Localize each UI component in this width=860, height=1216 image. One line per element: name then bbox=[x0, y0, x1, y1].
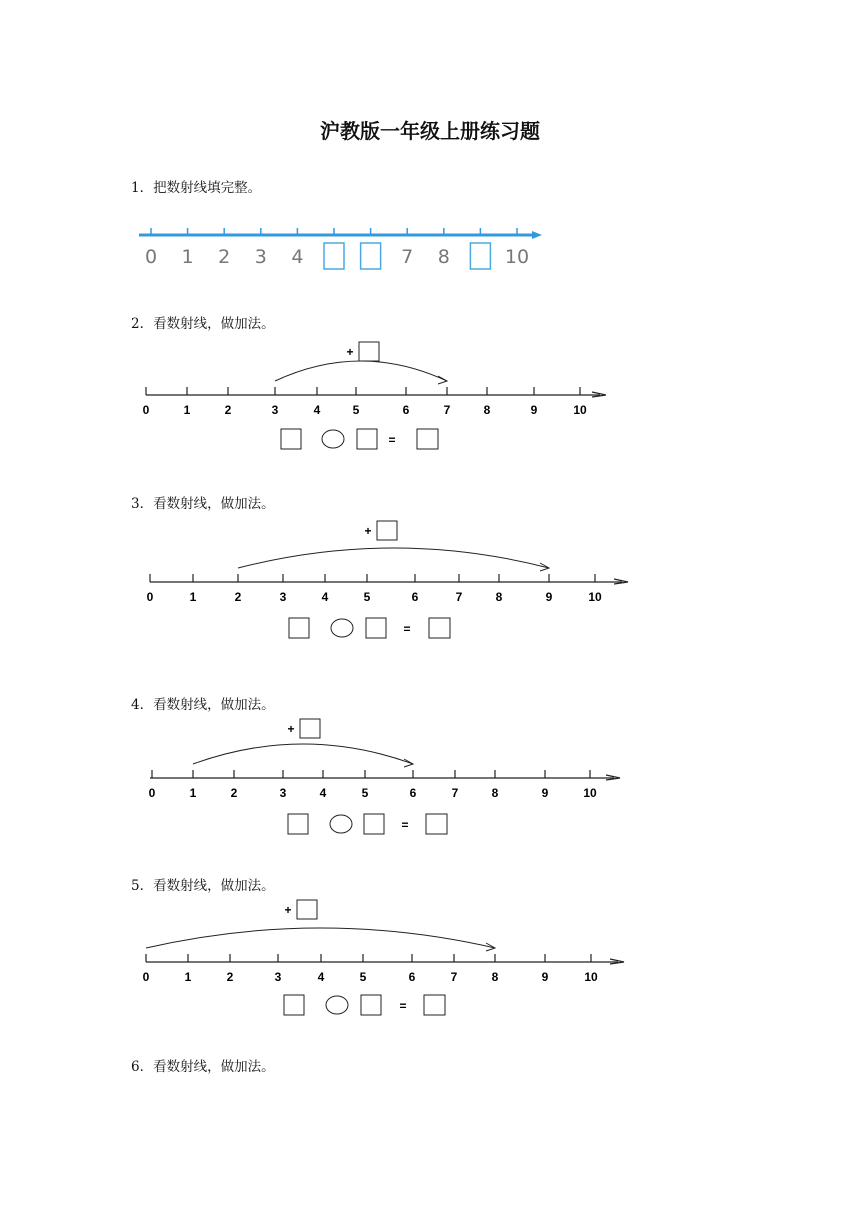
tick-label: 6 bbox=[408, 970, 416, 984]
jump-arc bbox=[193, 744, 413, 764]
tick-label: 1 bbox=[184, 970, 192, 984]
tick-label: 5 bbox=[359, 970, 367, 984]
equals-sign: = bbox=[401, 818, 409, 832]
tick-label: 1 bbox=[189, 786, 197, 800]
tick-label: 9 bbox=[545, 590, 553, 604]
addend-box-1[interactable] bbox=[281, 429, 301, 449]
tick-label: 2 bbox=[234, 590, 242, 604]
tick-label: 0 bbox=[144, 246, 158, 268]
plus-sign: + bbox=[364, 524, 372, 538]
jump-arc bbox=[275, 361, 447, 381]
tick-label: 10 bbox=[583, 786, 597, 800]
addend-box-2[interactable] bbox=[357, 429, 377, 449]
question-5-prompt: 5．看数射线，做加法。 bbox=[131, 878, 275, 894]
operator-circle[interactable] bbox=[330, 815, 352, 833]
tick-label: 5 bbox=[361, 786, 369, 800]
equals-sign: = bbox=[388, 433, 396, 447]
tick-label: 10 bbox=[573, 403, 587, 417]
number-line-q2 bbox=[143, 342, 606, 449]
equals-sign: = bbox=[403, 622, 411, 636]
number-line-q3 bbox=[147, 521, 628, 638]
plus-sign: + bbox=[287, 722, 295, 736]
plus-sign: + bbox=[346, 345, 354, 359]
jump-arrowhead bbox=[404, 759, 413, 767]
tick-label: 7 bbox=[450, 970, 458, 984]
tick-label: 10 bbox=[504, 246, 530, 268]
equals-sign: = bbox=[399, 999, 407, 1013]
operator-circle[interactable] bbox=[326, 996, 348, 1014]
tick-label: 8 bbox=[491, 970, 499, 984]
tick-label: 3 bbox=[271, 403, 279, 417]
tick-label: 1 bbox=[183, 403, 191, 417]
sum-box[interactable] bbox=[417, 429, 438, 449]
tick-label: 2 bbox=[224, 403, 232, 417]
tick-label: 3 bbox=[254, 246, 267, 268]
tick-label: 3 bbox=[279, 590, 287, 604]
jump-answer-box[interactable] bbox=[377, 521, 397, 540]
tick-label: 4 bbox=[317, 970, 325, 984]
question-6-prompt: 6．看数射线，做加法。 bbox=[131, 1059, 275, 1075]
tick-label: 8 bbox=[495, 590, 503, 604]
addend-box-2[interactable] bbox=[366, 618, 386, 638]
tick-label: 9 bbox=[541, 970, 549, 984]
addend-box-1[interactable] bbox=[284, 995, 304, 1015]
tick-label: 6 bbox=[411, 590, 419, 604]
tick-label: 1 bbox=[189, 590, 197, 604]
jump-answer-box[interactable] bbox=[359, 342, 379, 361]
tick-label: 1 bbox=[181, 246, 194, 268]
tick-label: 5 bbox=[352, 403, 360, 417]
tick-label: 3 bbox=[279, 786, 287, 800]
jump-answer-box[interactable] bbox=[300, 719, 320, 738]
tick-label: 6 bbox=[409, 786, 417, 800]
tick-label: 0 bbox=[142, 403, 150, 417]
tick-label: 5 bbox=[363, 590, 371, 604]
tick-label: 10 bbox=[584, 970, 598, 984]
tick-label: 7 bbox=[443, 403, 451, 417]
tick-label: 8 bbox=[491, 786, 499, 800]
jump-arc bbox=[238, 548, 549, 568]
tick-label: 0 bbox=[148, 786, 156, 800]
addend-box-2[interactable] bbox=[361, 995, 381, 1015]
question-4-prompt: 4．看数射线，做加法。 bbox=[131, 697, 275, 713]
tick-label: 6 bbox=[402, 403, 410, 417]
sum-box[interactable] bbox=[429, 618, 450, 638]
operator-circle[interactable] bbox=[322, 430, 344, 448]
question-3-prompt: 3．看数射线，做加法。 bbox=[131, 496, 275, 512]
jump-arc bbox=[146, 928, 495, 948]
tick-label: 9 bbox=[541, 786, 549, 800]
tick-label: 7 bbox=[455, 590, 463, 604]
question-2-prompt: 2．看数射线，做加法。 bbox=[131, 316, 275, 332]
addend-box-1[interactable] bbox=[288, 814, 308, 834]
sum-box[interactable] bbox=[426, 814, 447, 834]
tick-label: 8 bbox=[437, 246, 450, 268]
question-1-prompt: 1．把数射线填完整。 bbox=[131, 180, 262, 196]
number-line-q5 bbox=[143, 900, 624, 1015]
tick-label: 7 bbox=[451, 786, 459, 800]
tick-label: 10 bbox=[588, 590, 602, 604]
tick-label: 4 bbox=[321, 590, 329, 604]
tick-label: 4 bbox=[319, 786, 327, 800]
tick-label: 2 bbox=[218, 246, 231, 268]
tick-label: 2 bbox=[226, 970, 234, 984]
tick-label: 7 bbox=[401, 246, 414, 268]
number-line-q4 bbox=[149, 719, 620, 834]
jump-arrowhead bbox=[438, 376, 447, 384]
tick-label: 8 bbox=[483, 403, 491, 417]
tick-label: 9 bbox=[530, 403, 538, 417]
operator-circle[interactable] bbox=[331, 619, 353, 637]
tick-label: 4 bbox=[313, 403, 321, 417]
addend-box-2[interactable] bbox=[364, 814, 384, 834]
worksheet-title: 沪教版一年级上册练习题 bbox=[320, 119, 540, 143]
tick-label: 0 bbox=[142, 970, 150, 984]
tick-label: 0 bbox=[146, 590, 154, 604]
addend-box-1[interactable] bbox=[289, 618, 309, 638]
plus-sign: + bbox=[284, 903, 292, 917]
tick-label: 4 bbox=[291, 246, 304, 268]
tick-label: 2 bbox=[230, 786, 238, 800]
sum-box[interactable] bbox=[424, 995, 445, 1015]
tick-label: 3 bbox=[274, 970, 282, 984]
jump-answer-box[interactable] bbox=[297, 900, 317, 919]
